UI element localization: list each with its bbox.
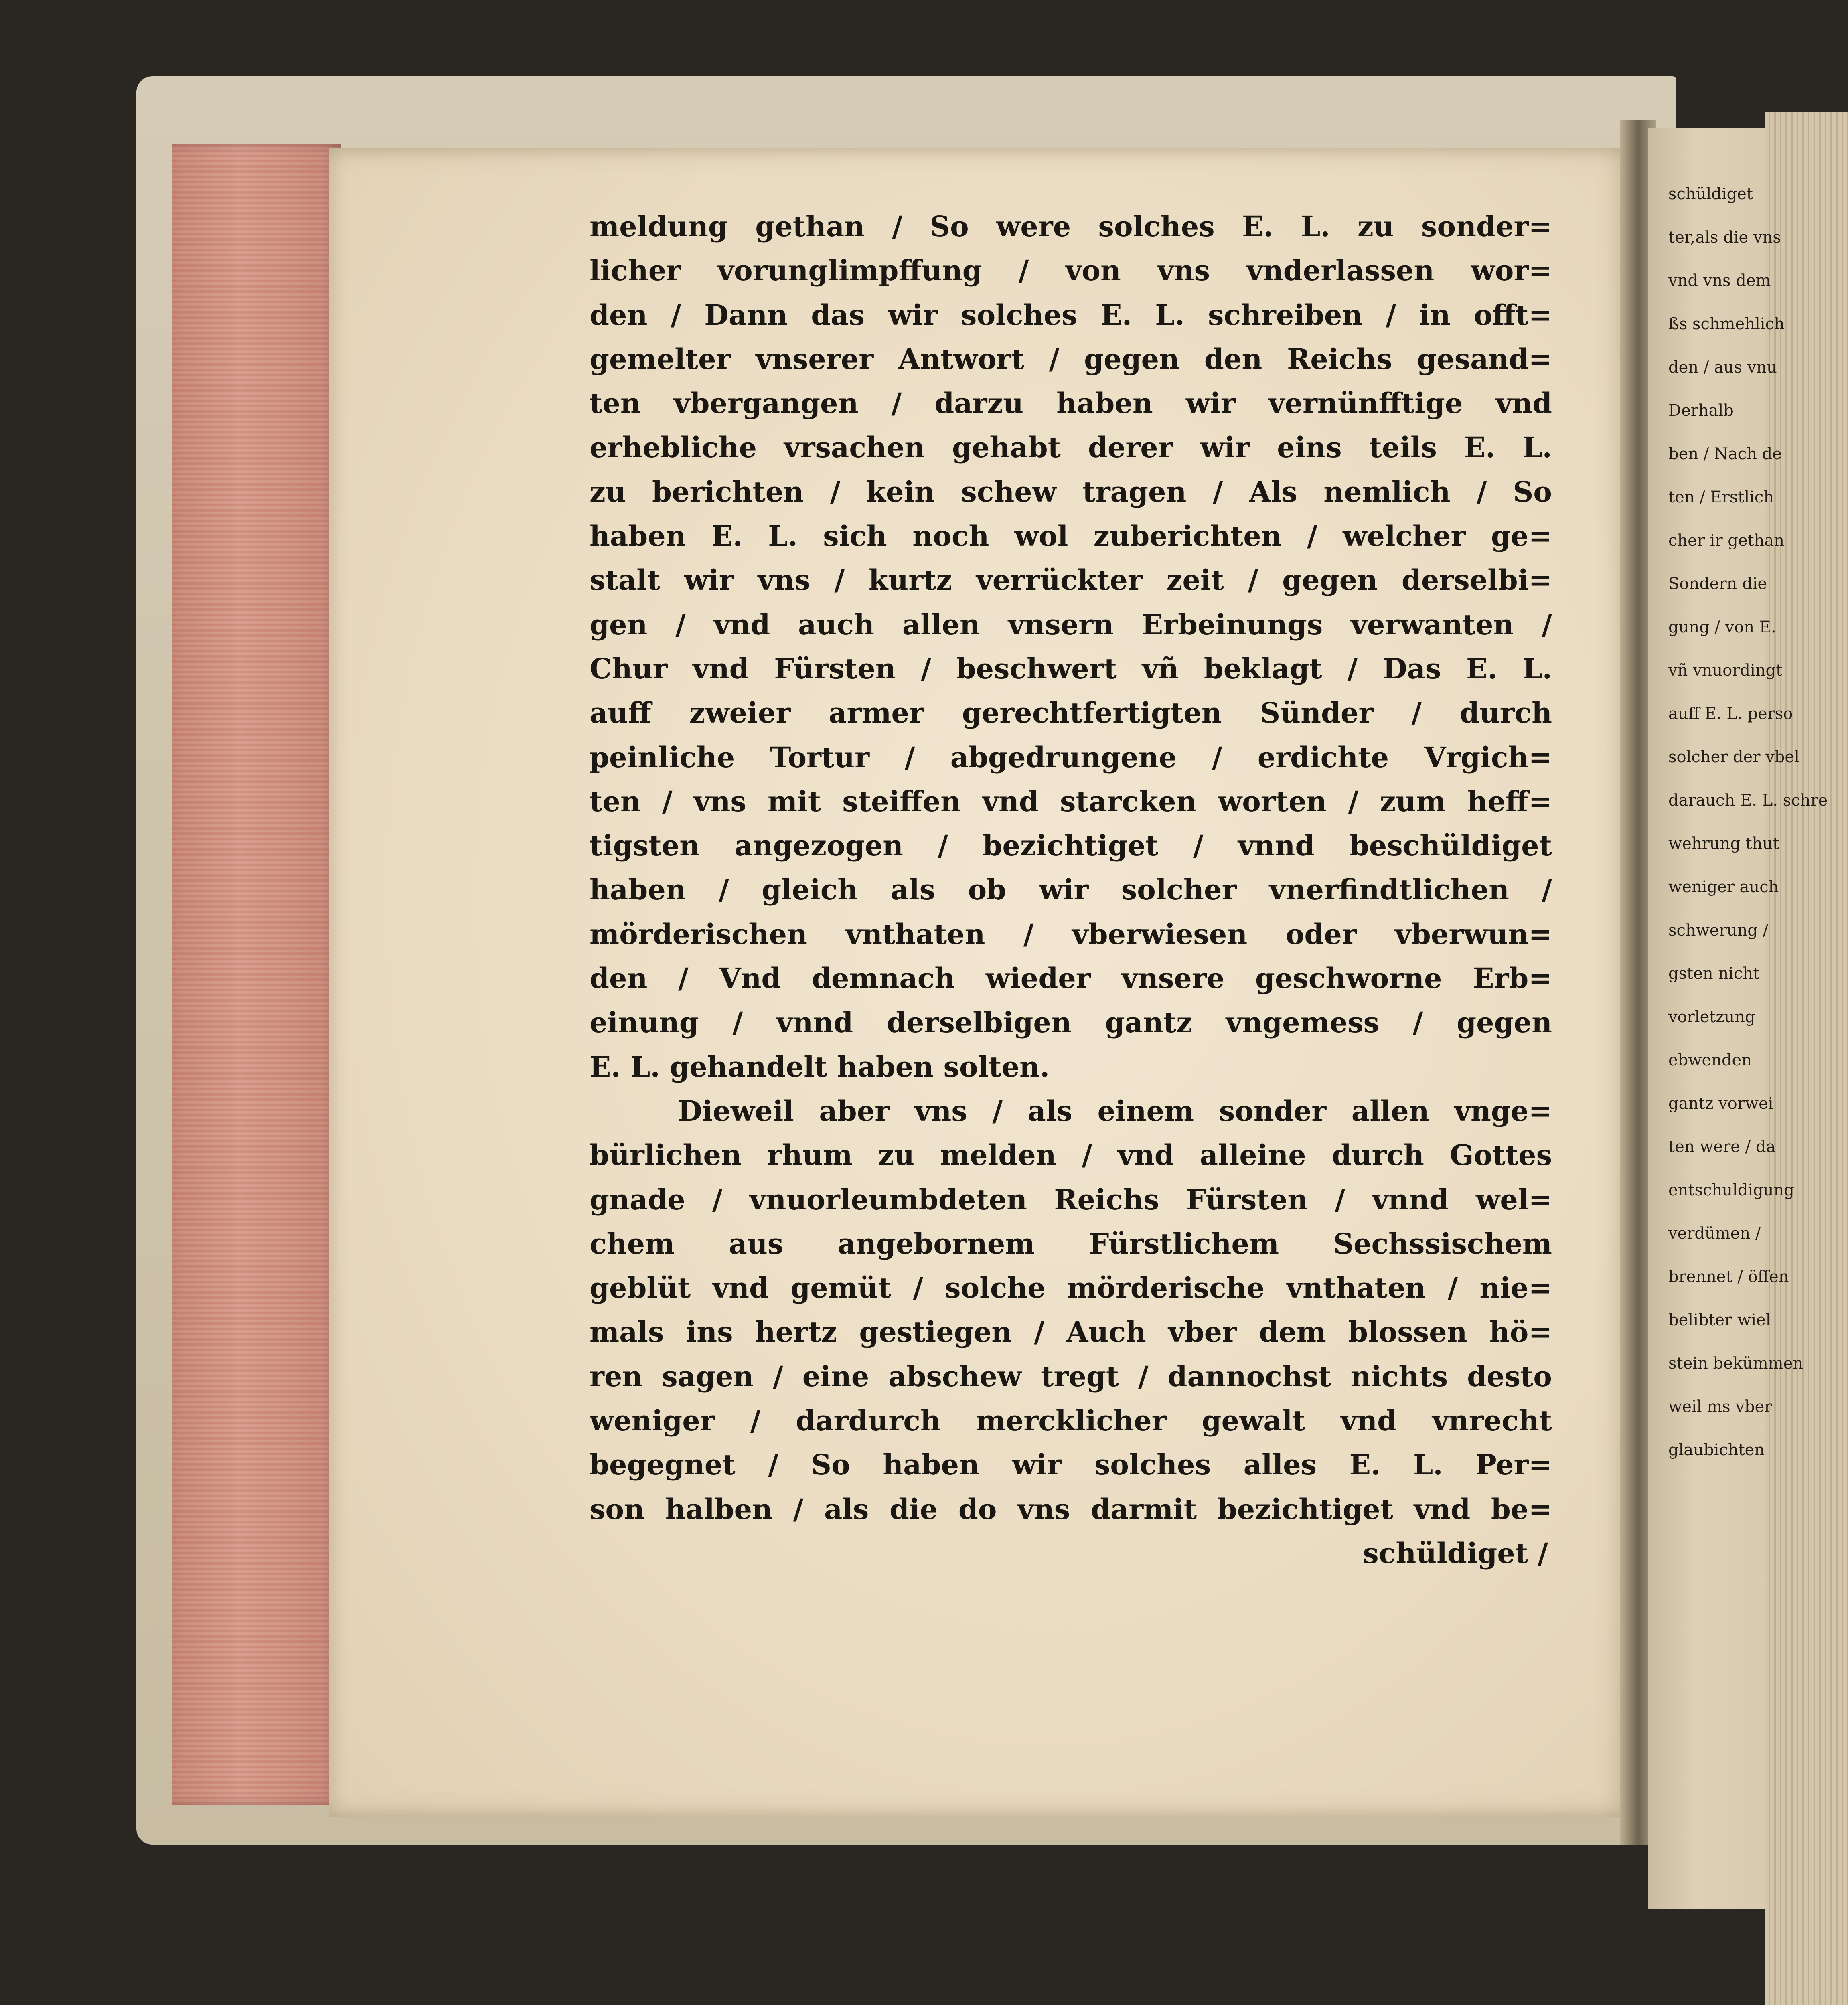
text-line: begegnet / So haben wir solches alles E. L. Per= — [590, 1448, 1552, 1482]
text-line: zu berichten / kein schew tragen / Als nemlich / So — [590, 475, 1552, 508]
main-text-block — [590, 205, 1552, 1620]
right-page-fragment: weniger auch — [1668, 878, 1779, 896]
text-line: mals ins hertz gestiegen / Auch vber dem blossen hö= — [590, 1315, 1552, 1349]
right-page-text — [1668, 172, 1845, 1600]
text-line: einung / vnnd derselbigen gantz vngemess / gegen — [590, 1006, 1552, 1039]
text-line: tigsten angezogen / bezichtiget / vnnd beschüldiget — [590, 829, 1552, 863]
text-line: Chur vnd Fürsten / beschwert vñ beklagt / Das E. L. — [590, 652, 1552, 685]
right-page-fragment: vorletzung — [1668, 1008, 1755, 1026]
right-page-fragment: verdümen / — [1668, 1224, 1761, 1243]
right-page-fragment: ten / Erstlich — [1668, 488, 1774, 506]
text-line: chem aus angebornem Fürstlichem Sechssischem — [590, 1227, 1552, 1260]
right-page-fragment: schwerung / — [1668, 921, 1769, 940]
text-line: son halben / als die do vns darmit bezichtiget vnd be= — [590, 1492, 1552, 1526]
text-line: Dieweil aber vns / als einem sonder allen vnge= — [678, 1094, 1552, 1128]
right-page-fragment: weil ms vber — [1668, 1397, 1772, 1416]
right-page-fragment: stein bekümmen — [1668, 1354, 1803, 1373]
text-line: haben / gleich als ob wir solcher vnerfindtlichen / — [590, 873, 1552, 907]
text-line: auff zweier armer gerechtfertigten Sünder / durch — [590, 696, 1552, 730]
text-line: E. L. gehandelt haben solten. — [590, 1050, 1050, 1084]
right-page-fragment: gsten nicht — [1668, 964, 1760, 983]
text-line: schüldiget / — [1363, 1536, 1548, 1570]
text-line: haben E. L. sich noch wol zuberichten / welcher ge= — [590, 519, 1552, 553]
text-line: bürlichen rhum zu melden / vnd alleine durch Gottes — [590, 1138, 1552, 1172]
right-page-fragment: solcher der vbel — [1668, 748, 1799, 766]
right-page-fragment: entschuldigung — [1668, 1181, 1794, 1199]
right-page-fragment: ßs schmehlich — [1668, 315, 1785, 333]
right-page-fragment: cher ir gethan — [1668, 531, 1785, 550]
right-page-fragment: gantz vorwei — [1668, 1094, 1773, 1113]
right-page-fragment: glaubichten — [1668, 1441, 1765, 1459]
text-line: meldung gethan / So were solches E. L. zu sonder= — [590, 210, 1552, 243]
text-line: gen / vnd auch allen vnsern Erbeinungs verwanten / — [590, 608, 1552, 641]
text-line: erhebliche vrsachen gehabt derer wir eins teils E. L. — [590, 431, 1552, 464]
right-page-fragment: ten were / da — [1668, 1138, 1776, 1156]
text-line: gnade / vnuorleumbdeten Reichs Fürsten / vnnd wel= — [590, 1183, 1552, 1216]
text-line: stalt wir vns / kurtz verrückter zeit / gegen derselbi= — [590, 563, 1552, 597]
text-line: geblüt vnd gemüt / solche mörderische vnthaten / nie= — [590, 1271, 1552, 1305]
text-line: peinliche Tortur / abgedrungene / erdichte Vrgich= — [590, 740, 1552, 774]
right-page-fragment: belibter wiel — [1668, 1311, 1771, 1329]
text-line: ren sagen / eine abschew tregt / dannochst nichts desto — [590, 1359, 1552, 1393]
right-page-fragment: darauch E. L. schre — [1668, 791, 1828, 810]
right-page-fragment: schüldiget — [1668, 185, 1753, 203]
text-line: licher vorunglimpffung / von vns vnderlassen wor= — [590, 254, 1552, 288]
text-line: ten / vns mit steiffen vnd starcken worten / zum heff= — [590, 784, 1552, 818]
red-page-edge — [172, 144, 341, 1804]
right-page-fragment: gung / von E. — [1668, 618, 1776, 636]
right-page-fragment: vnd vns dem — [1668, 271, 1771, 290]
right-page-fragment: den / aus vnu — [1668, 358, 1777, 377]
right-page-fragment: Derhalb — [1668, 401, 1734, 420]
right-page-fragment: ter,als die vns — [1668, 228, 1781, 247]
text-line: ten vbergangen / darzu haben wir vernünfftige vnd — [590, 387, 1552, 420]
right-page-fragment: vñ vnuordingt — [1668, 661, 1783, 680]
right-page-fragment: wehrung thut — [1668, 834, 1779, 853]
text-line: weniger / dardurch mercklicher gewalt vnd vnrecht — [590, 1404, 1552, 1438]
text-line: den / Vnd demnach wieder vnsere geschworne Erb= — [590, 962, 1552, 995]
text-line: gemelter vnserer Antwort / gegen den Reichs gesand= — [590, 342, 1552, 376]
text-line: mörderischen vnthaten / vberwiesen oder vberwun= — [590, 917, 1552, 951]
text-line: den / Dann das wir solches E. L. schreiben / in offt= — [590, 298, 1552, 332]
right-page-fragment: ebwenden — [1668, 1051, 1752, 1069]
right-page-fragment: ben / Nach de — [1668, 445, 1782, 463]
right-page-fragment: brennet / öffen — [1668, 1268, 1789, 1286]
right-page-fragment: Sondern die — [1668, 575, 1767, 593]
right-page-fragment: auff E. L. perso — [1668, 705, 1793, 723]
